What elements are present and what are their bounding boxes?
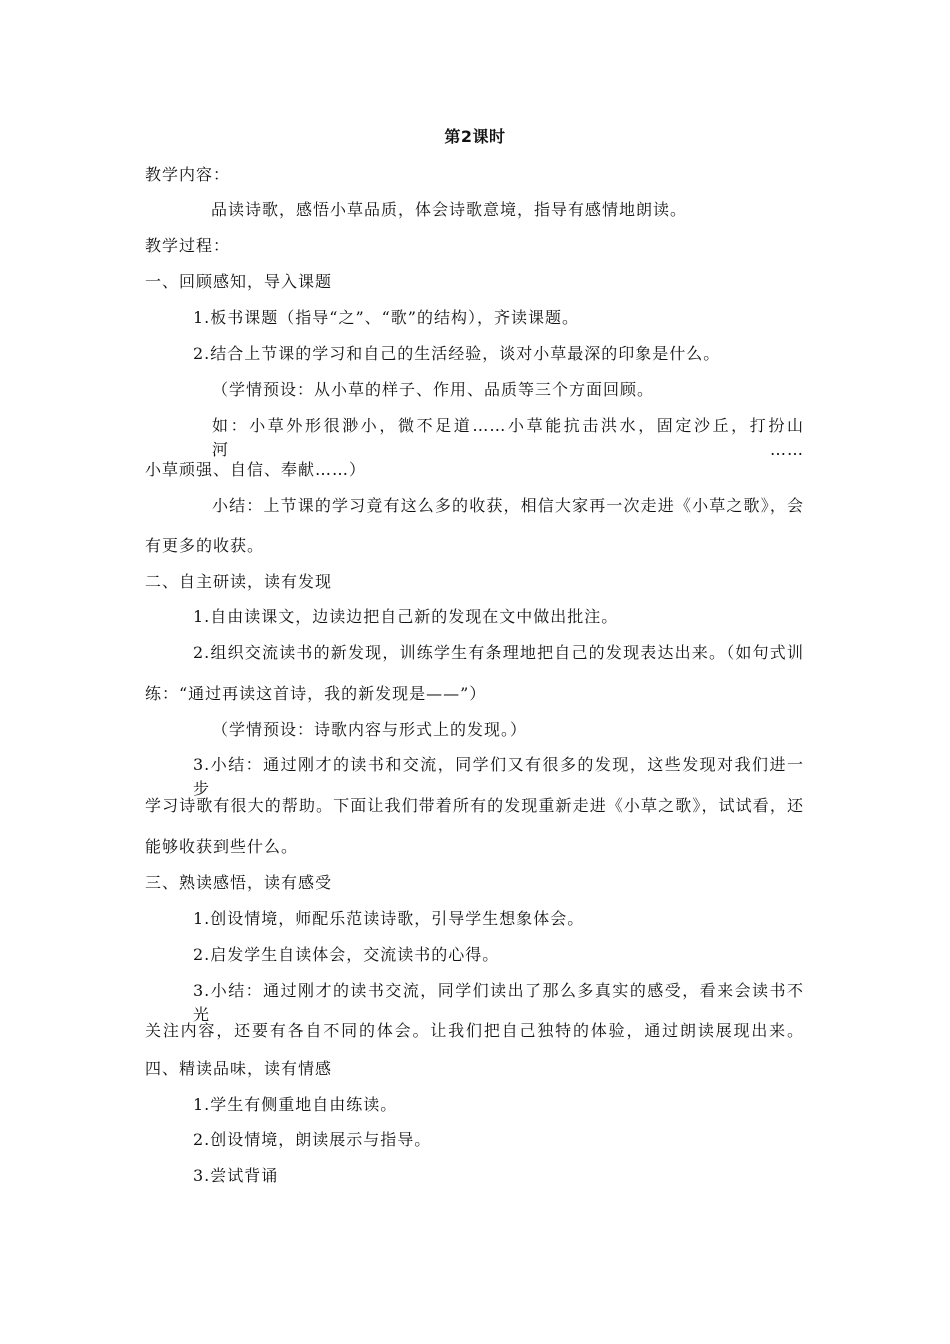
section2-preset: （学情预设：诗歌内容与形式上的发现。） — [212, 720, 528, 739]
section2-item2-line2: 练：“通过再读这首诗，我的新发现是——”） — [145, 684, 487, 703]
process-heading: 教学过程： — [145, 236, 231, 255]
section3-item3-line2: 关注内容，还要有各自不同的体会。让我们把自己独特的体验，通过朗读展现出来。 — [145, 1021, 804, 1040]
section1-item1: 1.板书课题（指导“之”、“歌”的结构），齐读课题。 — [193, 308, 579, 327]
section2-item3-line3: 能够收获到些什么。 — [145, 837, 299, 856]
section1-summary-line1: 小结：上节课的学习竟有这么多的收获，相信大家再一次走进《小草之歌》，会 — [212, 496, 804, 515]
section4-item2: 2.创设情境，朗读展示与指导。 — [193, 1130, 432, 1149]
section3-item3-line1: 3.小结：通过刚才的读书交流，同学们读出了那么多真实的感受，看来会读书不光 — [193, 981, 804, 1024]
section4-item3: 3.尝试背诵 — [193, 1166, 279, 1185]
section4-heading: 四、精读品味，读有情感 — [145, 1059, 333, 1078]
section2-item3-line1: 3.小结：通过刚才的读书和交流，同学们又有很多的发现，这些发现对我们进一步 — [193, 755, 804, 798]
section3-item1: 1.创设情境，师配乐范读诗歌，引导学生想象体会。 — [193, 909, 585, 928]
section1-example-line2: 小草顽强、自信、奉献……） — [145, 460, 367, 479]
section1-item2: 2.结合上节课的学习和自己的生活经验，谈对小草最深的印象是什么。 — [193, 344, 721, 363]
section1-preset: （学情预设：从小草的样子、作用、品质等三个方面回顾。 — [212, 380, 655, 399]
section1-summary-line2: 有更多的收获。 — [145, 536, 265, 555]
section2-heading: 二、自主研读，读有发现 — [145, 572, 333, 591]
content-heading: 教学内容： — [145, 165, 231, 184]
section1-example-line1: 如：小草外形很渺小，微不足道……小草能抗击洪水，固定沙丘，打扮山河…… — [212, 416, 804, 459]
section1-heading: 一、回顾感知，导入课题 — [145, 272, 333, 291]
section3-item2: 2.启发学生自读体会，交流读书的心得。 — [193, 945, 500, 964]
section4-item1: 1.学生有侧重地自由练读。 — [193, 1095, 398, 1114]
section2-item1: 1.自由读课文，边读边把自己新的发现在文中做出批注。 — [193, 607, 619, 626]
content-text: 品读诗歌，感悟小草品质，体会诗歌意境，指导有感情地朗读。 — [211, 200, 688, 219]
section2-item3-line2: 学习诗歌有很大的帮助。下面让我们带着所有的发现重新走进《小草之歌》，试试看，还 — [145, 796, 804, 815]
section2-item2-line1: 2.组织交流读书的新发现，训练学生有条理地把自己的发现表达出来。（如句式训 — [193, 643, 804, 662]
lesson-title: 第2课时 — [444, 127, 506, 146]
section3-heading: 三、熟读感悟，读有感受 — [145, 873, 333, 892]
